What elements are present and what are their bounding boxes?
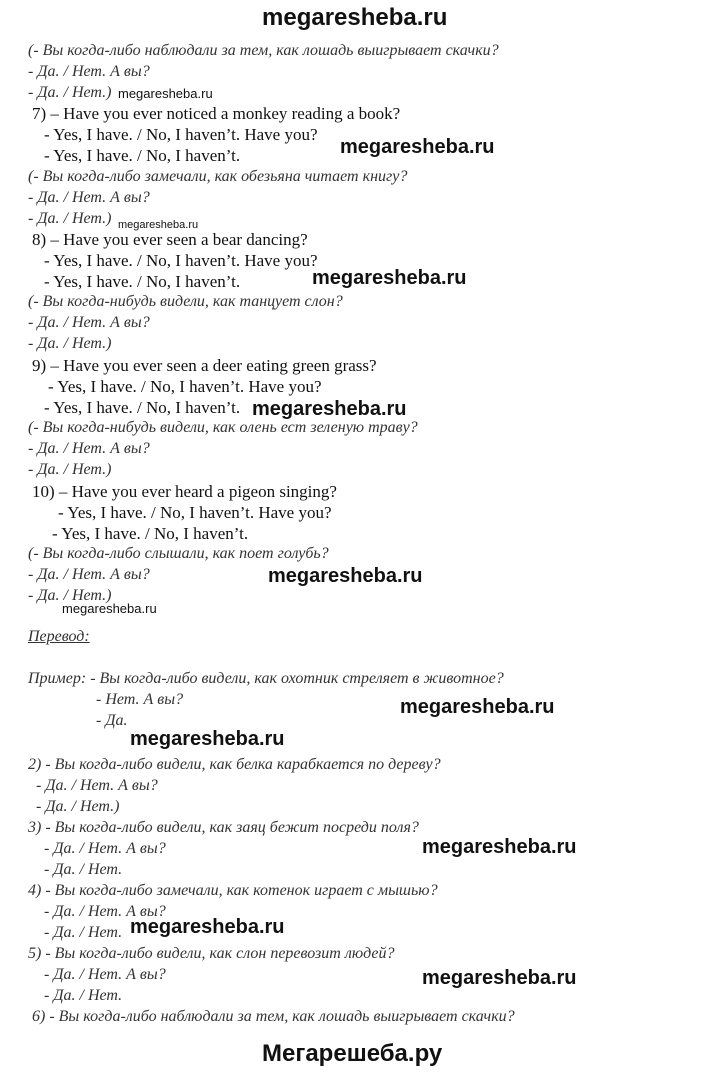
text-line: 10) – Have you ever heard a pigeon singing? — [32, 482, 337, 501]
text-line: - Да. / Нет. А вы? — [44, 903, 166, 920]
text-line: 4) - Вы когда-либо замечали, как котенок играет с мышью? — [28, 882, 438, 899]
text-line: (- Вы когда-либо наблюдали за тем, как лошадь выигрывает скачки? — [28, 42, 499, 59]
watermark: megaresheba.ru — [130, 728, 285, 750]
text-line: - Нет. А вы? — [96, 691, 184, 708]
section-heading: Перевод: — [28, 628, 90, 645]
text-line: - Да. / Нет. А вы? — [28, 440, 150, 457]
text-line: - Yes, I have. / No, I haven’t. Have you? — [44, 125, 318, 144]
text-line: - Да. / Нет. — [44, 987, 123, 1004]
text-line: - Да. / Нет.) — [28, 210, 112, 227]
text-line: - Да. / Нет.) — [28, 335, 112, 352]
text-line: (- Вы когда-либо замечали, как обезьяна читает книгу? — [28, 168, 408, 185]
text-line: 8) – Have you ever seen a bear dancing? — [32, 230, 308, 249]
text-line: - Да. / Нет. А вы? — [36, 777, 158, 794]
text-line: - Да. — [96, 712, 128, 729]
header-site-name: megaresheba.ru — [262, 4, 448, 31]
watermark: megaresheba.ru — [422, 836, 577, 858]
text-line: 7) – Have you ever noticed a monkey reading a book? — [32, 104, 401, 123]
text-line: - Yes, I have. / No, I haven’t. Have you? — [58, 503, 332, 522]
text-line: - Yes, I have. / No, I haven’t. Have you? — [44, 251, 318, 270]
footer-site-name: Мегарешеба.ру — [262, 1040, 443, 1067]
text-line: Пример: - Вы когда-либо видели, как охотник стреляет в животное? — [28, 670, 504, 687]
text-line: - Yes, I have. / No, I haven’t. Have you? — [48, 377, 322, 396]
text-line: - Да. / Нет.) — [28, 84, 112, 101]
text-line: 3) - Вы когда-либо видели, как заяц бежит посреди поля? — [28, 819, 419, 836]
text-line: - Да. / Нет. А вы? — [44, 966, 166, 983]
text-line: - Да. / Нет.) — [28, 461, 112, 478]
watermark: megaresheba.ru — [268, 565, 423, 587]
watermark: megaresheba.ru — [400, 696, 555, 718]
text-line: 2) - Вы когда-либо видели, как белка карабкается по дереву? — [28, 756, 441, 773]
text-line: - Да. / Нет.) — [36, 798, 120, 815]
text-line: - Да. / Нет. А вы? — [28, 63, 150, 80]
text-line: (- Вы когда-либо слышали, как поет голубь? — [28, 545, 329, 562]
watermark: megaresheba.ru — [422, 967, 577, 989]
watermark: megaresheba.ru — [340, 136, 495, 158]
text-line: 6) - Вы когда-либо наблюдали за тем, как лошадь выигрывает скачки? — [32, 1008, 515, 1025]
text-line: 9) – Have you ever seen a deer eating green grass? — [32, 356, 377, 375]
text-line: - Yes, I have. / No, I haven’t. — [44, 272, 241, 291]
watermark: megaresheba.ru — [118, 86, 213, 101]
text-line: - Да. / Нет. А вы? — [28, 189, 150, 206]
watermark: megaresheba.ru — [252, 398, 407, 420]
watermark: megaresheba.ru — [118, 219, 199, 231]
text-line: - Да. / Нет. А вы? — [28, 566, 150, 583]
text-line: - Да. / Нет. — [44, 924, 123, 941]
text-line: - Yes, I have. / No, I haven’t. — [44, 146, 241, 165]
watermark: megaresheba.ru — [130, 916, 285, 938]
text-line: - Да. / Нет.) — [28, 587, 112, 604]
text-line: - Да. / Нет. А вы? — [28, 314, 150, 331]
text-line: - Да. / Нет. — [44, 861, 123, 878]
watermark: megaresheba.ru — [312, 267, 467, 289]
text-line: (- Вы когда-нибудь видели, как танцует слон? — [28, 293, 343, 310]
text-line: - Yes, I have. / No, I haven’t. — [52, 524, 249, 543]
text-line: 5) - Вы когда-либо видели, как слон перевозит людей? — [28, 945, 395, 962]
watermark: megaresheba.ru — [62, 601, 157, 616]
text-line: - Yes, I have. / No, I haven’t. — [44, 398, 241, 417]
text-line: (- Вы когда-нибудь видели, как олень ест зеленую траву? — [28, 419, 418, 436]
text-line: - Да. / Нет. А вы? — [44, 840, 166, 857]
